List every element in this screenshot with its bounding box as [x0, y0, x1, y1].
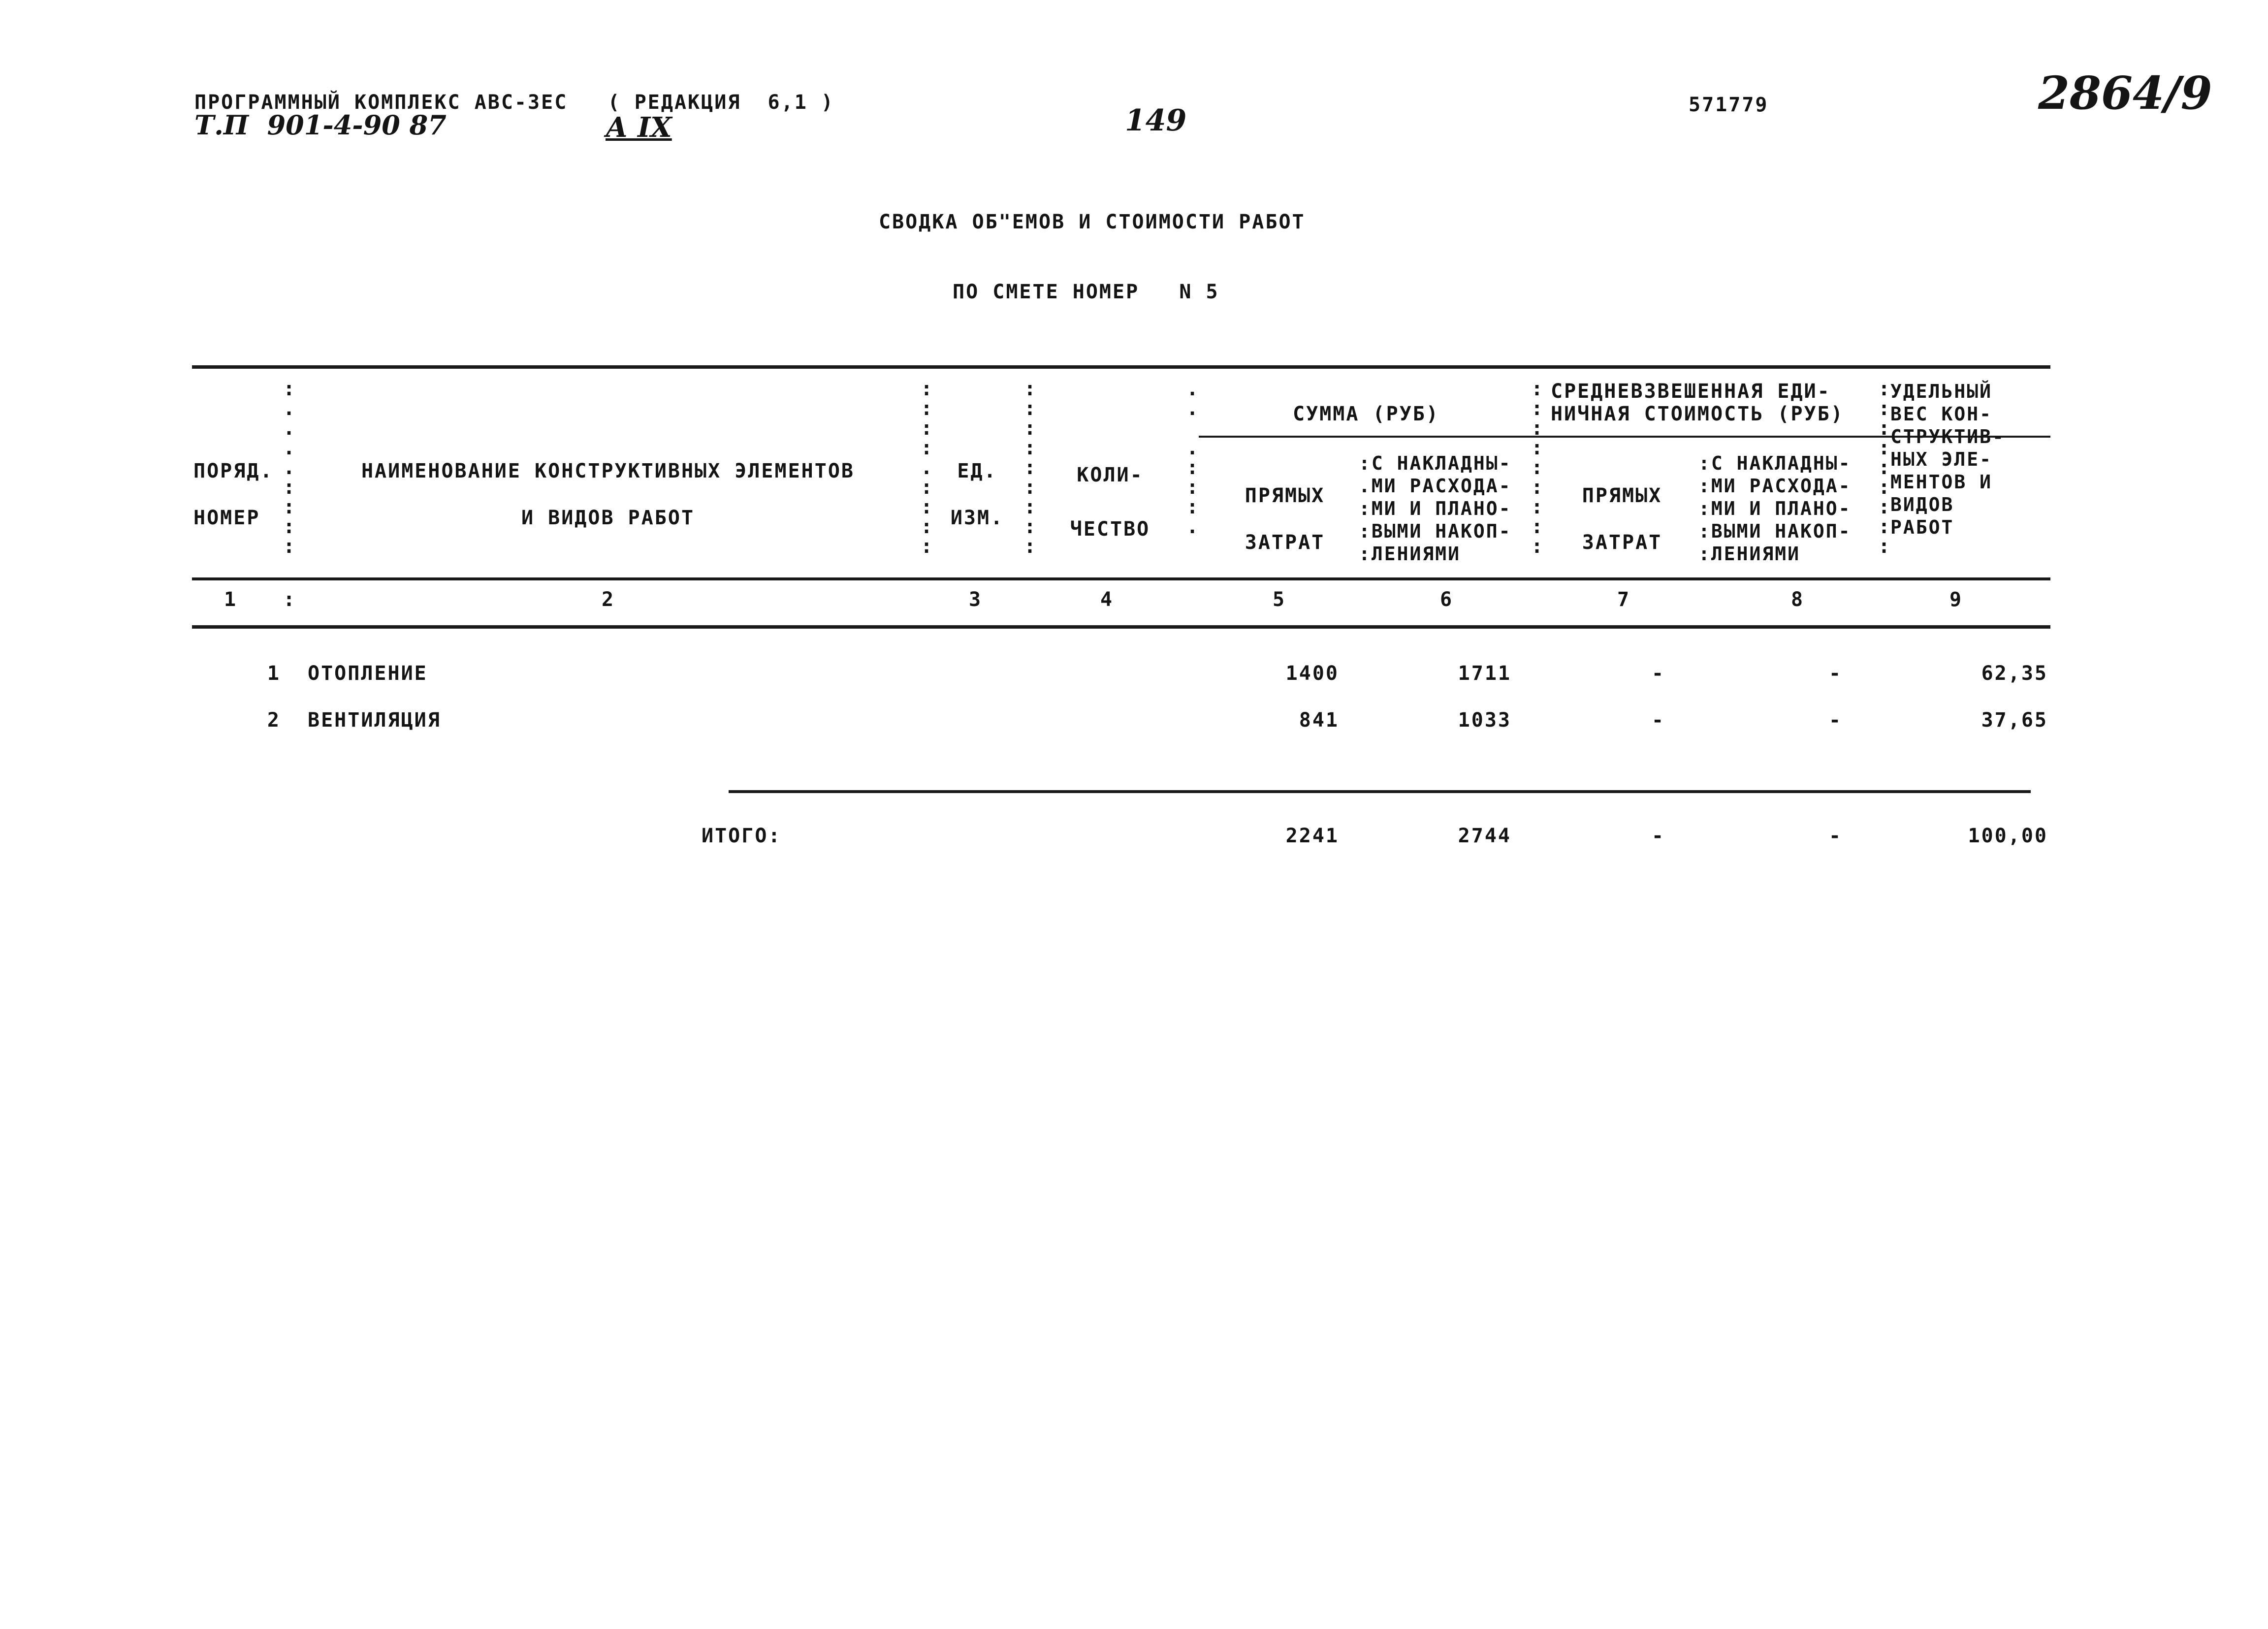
header-order: ПОРЯД. НОМЕР	[193, 460, 274, 529]
column-number-rule	[192, 625, 2050, 629]
header-name: НАИМЕНОВАНИЕ КОНСТРУКТИВНЫХ ЭЛЕМЕНТОВ И ВИДОВ РАБОТ	[361, 460, 855, 529]
total-label: ИТОГО:	[702, 825, 782, 847]
colnum-1: 1	[224, 588, 238, 611]
row-direct: 841	[1299, 709, 1339, 732]
col-sep-7: : : : : : : : : :	[1531, 378, 1543, 558]
colnum-6: 6	[1440, 588, 1454, 611]
program-line: ПРОГРАММНЫЙ КОМПЛЕКС АВС-ЗЕС ( РЕДАКЦИЯ 6,1 )	[194, 91, 834, 114]
col-sep-9: : : : : : : : : :	[1878, 378, 1890, 558]
table-top-rule	[192, 365, 2050, 369]
row-weight: 37,65	[1981, 709, 2048, 732]
colnum-4: 4	[1100, 588, 1114, 611]
row-weight: 62,35	[1981, 662, 2048, 685]
header-quantity: КОЛИ- ЧЕСТВО	[1070, 464, 1150, 541]
colnum-7: 7	[1617, 588, 1631, 611]
row-overhead: 1711	[1458, 662, 1511, 685]
colnum-9: 9	[1949, 588, 1963, 611]
header-unit: ЕД. ИЗМ.	[950, 460, 1004, 529]
header-avg-direct: ПРЯМЫХ ЗАТРАТ	[1582, 484, 1662, 554]
row-num: 2	[267, 709, 281, 732]
page-number: 149	[1125, 103, 1187, 138]
sum-group-rule	[1199, 436, 1890, 438]
header-sum-group: СУММА (РУБ)	[1293, 403, 1439, 425]
colnum-5: 5	[1273, 588, 1286, 611]
colnum-8: 8	[1791, 588, 1805, 611]
row-num: 1	[267, 662, 281, 685]
row-name: ВЕНТИЛЯЦИЯ	[308, 709, 441, 732]
header-sum-direct: ПРЯМЫХ ЗАТРАТ	[1245, 484, 1325, 554]
doc-number: 571779	[1689, 94, 1769, 116]
album-mark: А IX	[606, 111, 672, 144]
row-avg-direct: -	[1652, 662, 1665, 685]
total-rule	[729, 790, 2031, 793]
row-avg-overhead: -	[1829, 709, 1843, 732]
row-direct: 1400	[1285, 662, 1339, 685]
row-overhead: 1033	[1458, 709, 1511, 732]
total-avg-overhead: -	[1829, 825, 1843, 847]
document-title: СВОДКА ОБ"ЕМОВ И СТОИМОСТИ РАБОТ	[879, 211, 1306, 233]
row-avg-direct: -	[1652, 709, 1665, 732]
header-weight: УДЕЛЬНЫЙ ВЕС КОН- СТРУКТИВ- НЫХ ЭЛЕ- МЕНТОВ И ВИДОВ РАБОТ	[1890, 381, 2005, 538]
estimate-number: ПО СМЕТЕ НОМЕР N 5	[953, 281, 1219, 303]
colnum-sep: :	[283, 588, 297, 611]
col-sep-3: : : : : : : : : :	[1024, 378, 1036, 558]
col-sep-2: : : : : . : : : :	[921, 378, 933, 558]
total-overhead: 2744	[1458, 825, 1511, 847]
colnum-2: 2	[602, 588, 615, 611]
row-name: ОТОПЛЕНИЕ	[308, 662, 428, 685]
col-sep-4: . . . : : : .	[1186, 378, 1199, 538]
total-direct: 2241	[1285, 825, 1339, 847]
row-avg-overhead: -	[1829, 662, 1843, 685]
total-weight: 100,00	[1968, 825, 2048, 847]
header-avg-overhead: :С НАКЛАДНЫ- :МИ РАСХОДА- :МИ И ПЛАНО- :ВЫМИ НАКОП- :ЛЕНИЯМИ	[1698, 452, 1852, 565]
col-sep-1: : . . . . : : : :	[283, 378, 295, 558]
total-avg-direct: -	[1652, 825, 1665, 847]
project-code: Т.П 901-4-90 87	[194, 109, 447, 141]
sheet-stamp: 2864/9	[2038, 66, 2212, 120]
colnum-3: 3	[969, 588, 983, 611]
header-avg-group: СРЕДНЕВЗВЕШЕННАЯ ЕДИ- НИЧНАЯ СТОИМОСТЬ (РУБ)	[1551, 380, 1844, 425]
header-bottom-rule	[192, 577, 2050, 580]
header-sum-overhead: :С НАКЛАДНЫ- .МИ РАСХОДА- :МИ И ПЛАНО- :ВЫМИ НАКОП- :ЛЕНИЯМИ	[1359, 452, 1512, 565]
